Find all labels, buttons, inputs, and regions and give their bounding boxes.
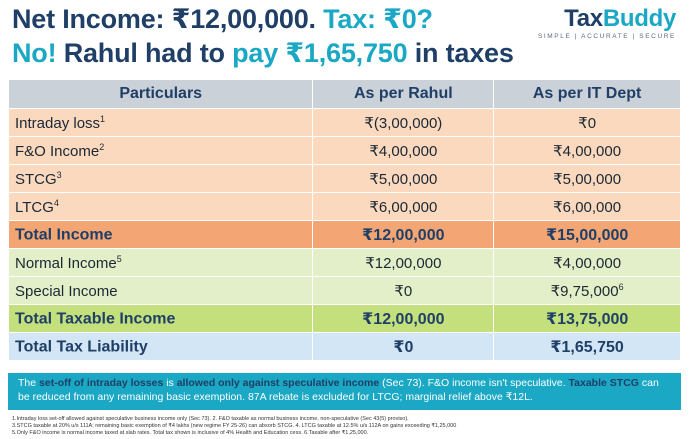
it-value bbox=[494, 333, 681, 361]
row-label-text: STCG bbox=[15, 170, 57, 188]
note-emphasis: allowed only against speculative income bbox=[176, 377, 380, 389]
note-text: is bbox=[163, 377, 177, 389]
table-header-row bbox=[9, 80, 681, 109]
row-label bbox=[9, 333, 313, 361]
it-value-text: ₹4,00,000 bbox=[553, 254, 622, 272]
it-value bbox=[494, 249, 681, 277]
headline-in-taxes: in taxes bbox=[407, 38, 514, 68]
headline-pay-amount: pay ₹1,65,750 bbox=[232, 38, 408, 68]
row-label bbox=[9, 305, 313, 333]
rahul-value: ₹0 bbox=[313, 277, 494, 305]
row-label-text: Total Tax Liability bbox=[15, 338, 148, 356]
it-value-text: ₹6,00,000 bbox=[553, 198, 622, 216]
row-label bbox=[9, 109, 313, 137]
logo-name-tax: Tax bbox=[564, 5, 603, 32]
header bbox=[12, 4, 682, 70]
header-as-per-rahul: As per Rahul bbox=[313, 80, 494, 109]
rahul-value: ₹12,00,000 bbox=[313, 249, 494, 277]
footnote-line: 1.Intraday loss set-off allowed against speculative business income only (Sec 73). 2. F&O taxable as normal business income, non-speculative (Sec 43(5) proviso). bbox=[12, 416, 409, 422]
row-label-text: F&O Income bbox=[15, 142, 100, 160]
row-label bbox=[9, 137, 313, 165]
table-row bbox=[9, 193, 681, 221]
table-row bbox=[9, 277, 681, 305]
table-row bbox=[9, 137, 681, 165]
footnotes bbox=[12, 416, 682, 437]
rahul-value: ₹5,00,000 bbox=[313, 165, 494, 193]
rahul-value: ₹(3,00,000) bbox=[313, 109, 494, 137]
it-value-text: ₹15,00,000 bbox=[545, 226, 629, 244]
note-text: can be reduced from any remaining basic exemption. 87A rebate is excluded for LTCG; marginal relief above ₹12L. bbox=[18, 377, 659, 403]
logo-name-buddy: Buddy bbox=[602, 5, 676, 32]
tax-comparison-table bbox=[8, 79, 681, 361]
footnote-ref: 2 bbox=[99, 141, 105, 152]
table-row-total-income bbox=[9, 221, 681, 249]
logo-name bbox=[526, 6, 676, 32]
it-value bbox=[494, 137, 681, 165]
headline-net-income: Net Income: ₹12,00,000. bbox=[12, 4, 324, 34]
row-label bbox=[9, 221, 313, 249]
it-value-text: ₹5,00,000 bbox=[553, 170, 622, 188]
it-value bbox=[494, 305, 681, 333]
table-row bbox=[9, 165, 681, 193]
table-row-total-taxable-income bbox=[9, 305, 681, 333]
taxbuddy-logo bbox=[526, 6, 676, 46]
footnote-ref: 4 bbox=[53, 197, 59, 208]
note-text: (Sec 73). F&O income isn't speculative. bbox=[379, 377, 569, 389]
row-label-text: Total Income bbox=[15, 226, 113, 244]
note-text: The bbox=[18, 377, 40, 389]
rahul-value: ₹6,00,000 bbox=[313, 193, 494, 221]
it-value bbox=[494, 193, 681, 221]
table-row bbox=[9, 109, 681, 137]
table-row bbox=[9, 249, 681, 277]
it-value-text: ₹9,75,000 bbox=[550, 282, 619, 300]
it-value bbox=[494, 221, 681, 249]
headline-line-2 bbox=[12, 38, 514, 69]
it-value-text: ₹1,65,750 bbox=[550, 338, 624, 356]
row-label-text: Special Income bbox=[15, 282, 118, 300]
it-value-text: ₹13,75,000 bbox=[545, 310, 629, 328]
rahul-value: ₹12,00,000 bbox=[313, 221, 494, 249]
row-label bbox=[9, 249, 313, 277]
footnote-ref: 1 bbox=[100, 113, 106, 124]
table-row-total-tax-liability bbox=[9, 333, 681, 361]
header-particulars: Particulars bbox=[9, 80, 313, 109]
footnote-ref: 5 bbox=[116, 253, 122, 264]
it-value bbox=[494, 165, 681, 193]
row-label bbox=[9, 165, 313, 193]
header-as-per-it-dept: As per IT Dept bbox=[494, 80, 681, 109]
row-label bbox=[9, 193, 313, 221]
headline-line-1 bbox=[12, 4, 433, 35]
row-label-text: Normal Income bbox=[15, 254, 117, 272]
note-emphasis: Taxable STCG bbox=[568, 377, 639, 389]
headline-tax: Tax: ₹0? bbox=[323, 4, 433, 34]
row-label-text: Intraday loss bbox=[15, 114, 101, 132]
logo-tagline: SIMPLE | ACCURATE | SECURE bbox=[537, 33, 676, 40]
row-label-text: LTCG bbox=[15, 198, 54, 216]
footnote-line: 5.Only F&O income is normal income taxed at slab rates. Total tax shown is inclusive of 4% Health and Education cess. 6.Taxable after ₹1,25,000. bbox=[12, 430, 369, 436]
note-emphasis: set-off of intraday losses bbox=[39, 377, 164, 389]
it-value bbox=[494, 277, 681, 305]
headline-no: No! bbox=[12, 38, 64, 68]
rahul-value: ₹4,00,000 bbox=[313, 137, 494, 165]
row-label bbox=[9, 277, 313, 305]
it-value bbox=[494, 109, 681, 137]
row-label-text: Total Taxable Income bbox=[15, 310, 176, 328]
it-value-text: ₹0 bbox=[578, 114, 597, 132]
explanation-note bbox=[8, 373, 681, 410]
rahul-value: ₹12,00,000 bbox=[313, 305, 494, 333]
rahul-value: ₹0 bbox=[313, 333, 494, 361]
footnote-ref: 3 bbox=[56, 169, 62, 180]
footnote-line: 3.STCG taxable at 20% u/s 111A; remaining basic exemption of ₹4 lakhs (new regime FY 25-26) can absorb STCG. 4. LTCG taxable at 12.5% u/s 112A on gains exceeding ₹1,25,000 bbox=[12, 423, 457, 429]
footnote-ref: 6 bbox=[618, 281, 624, 292]
headline-rahul: Rahul had to bbox=[63, 38, 233, 68]
it-value-text: ₹4,00,000 bbox=[553, 142, 622, 160]
